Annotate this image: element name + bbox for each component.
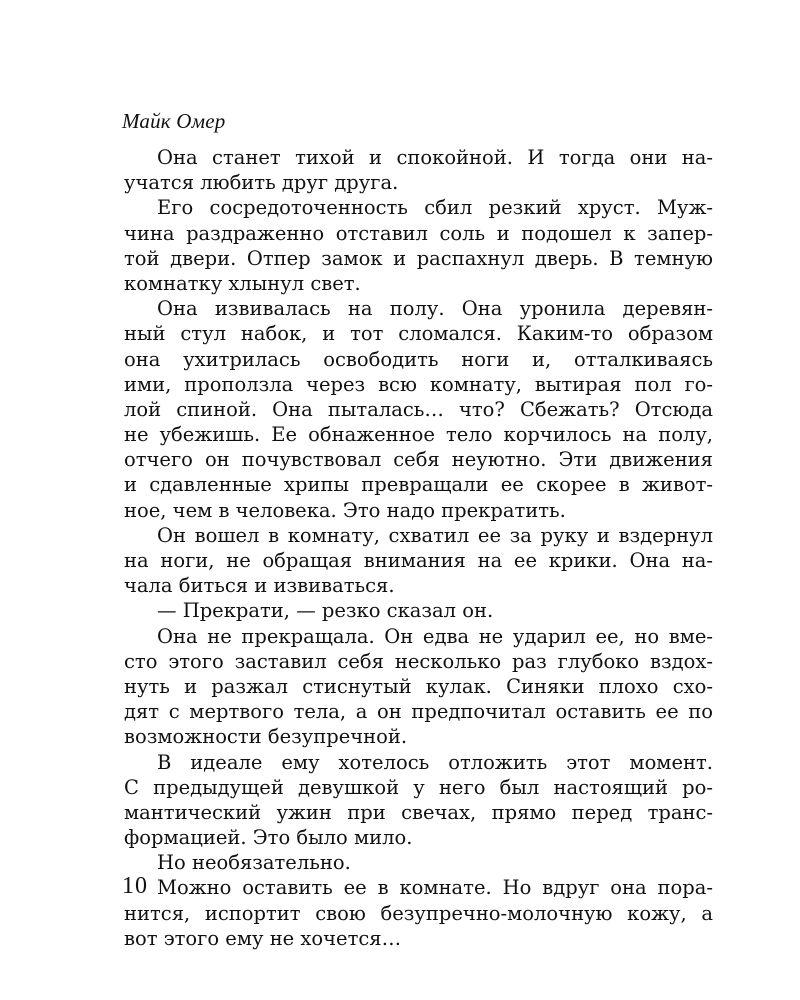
text-line: чина раздраженно отставил соль и подошел к запер-: [124, 221, 713, 245]
text-line: формацией. Это было мило.: [124, 826, 413, 850]
text-line: отчего он почувствовал себя неуютно. Эти движения: [124, 448, 713, 472]
text-line: дят с мертвого тела, а он предпочитал оставить ее по: [124, 700, 713, 724]
text-line: Она извивалась на полу. Она уронила деревян-: [157, 297, 713, 321]
text-line: она ухитрилась освободить ноги и, отталкиваясь: [124, 347, 713, 371]
text-line: учатся любить друг друга.: [124, 171, 399, 195]
text-line: не убежишь. Ее обнаженное тело корчилось на полу,: [124, 423, 713, 447]
text-line: вот этого ему не хочется…: [124, 926, 402, 950]
text-line: возможности безупречной.: [124, 725, 408, 749]
text-line: на ноги, не обращая внимания на ее крики. Она на-: [124, 549, 713, 572]
text-line: нуть и разжал стиснутый кулак. Синяки плохо схо-: [124, 674, 713, 698]
text-line: мантический ужин при свечах, прямо перед транс-: [124, 800, 713, 824]
text-line: Она станет тихой и спокойной. И тогда они на-: [157, 146, 713, 169]
body-text: [124, 145, 713, 951]
text-line: С предыдущей девушкой у него был настоящий ро-: [124, 775, 713, 799]
text-line: В идеале ему хотелось отложить этот момент.: [157, 750, 713, 774]
text-line: чала биться и извиваться.: [124, 574, 395, 598]
running-head: Майк Омер: [122, 109, 226, 133]
text-line: Он вошел в комнату, схватил ее за руку и вздернул: [157, 523, 713, 547]
text-line: — Прекрати, — резко сказал он.: [157, 599, 494, 623]
text-line: ими, проползла через всю комнату, вытирая пол го-: [124, 372, 713, 396]
text-line: сто этого заставил себя несколько раз глубоко вздох-: [124, 649, 713, 673]
text-line: и сдавленные хрипы превращали ее скорее в живот-: [124, 473, 713, 497]
text-line: ный стул набок, и тот сломался. Каким-то образом: [124, 322, 713, 346]
text-line: Можно оставить ее в комнате. Но вдруг она пора-: [157, 876, 713, 900]
text-line: той двери. Отпер замок и распахнул дверь. В темную: [124, 246, 713, 270]
text-line: комнатку хлынул свет.: [124, 271, 361, 295]
page-number: 10: [122, 873, 148, 899]
text-line: Его сосредоточенность сбил резкий хруст. Муж-: [157, 196, 713, 220]
text-line: ное, чем в человека. Это надо прекратить.: [124, 498, 566, 522]
text-line: лой спиной. Она пыталась… что? Сбежать? Отсюда: [124, 397, 713, 421]
text-line: Но необязательно.: [157, 851, 351, 875]
text-line: нится, испортит свою безупречно-молочную кожу, а: [124, 901, 713, 925]
text-line: Она не прекращала. Он едва не ударил ее, но вме-: [157, 624, 713, 648]
